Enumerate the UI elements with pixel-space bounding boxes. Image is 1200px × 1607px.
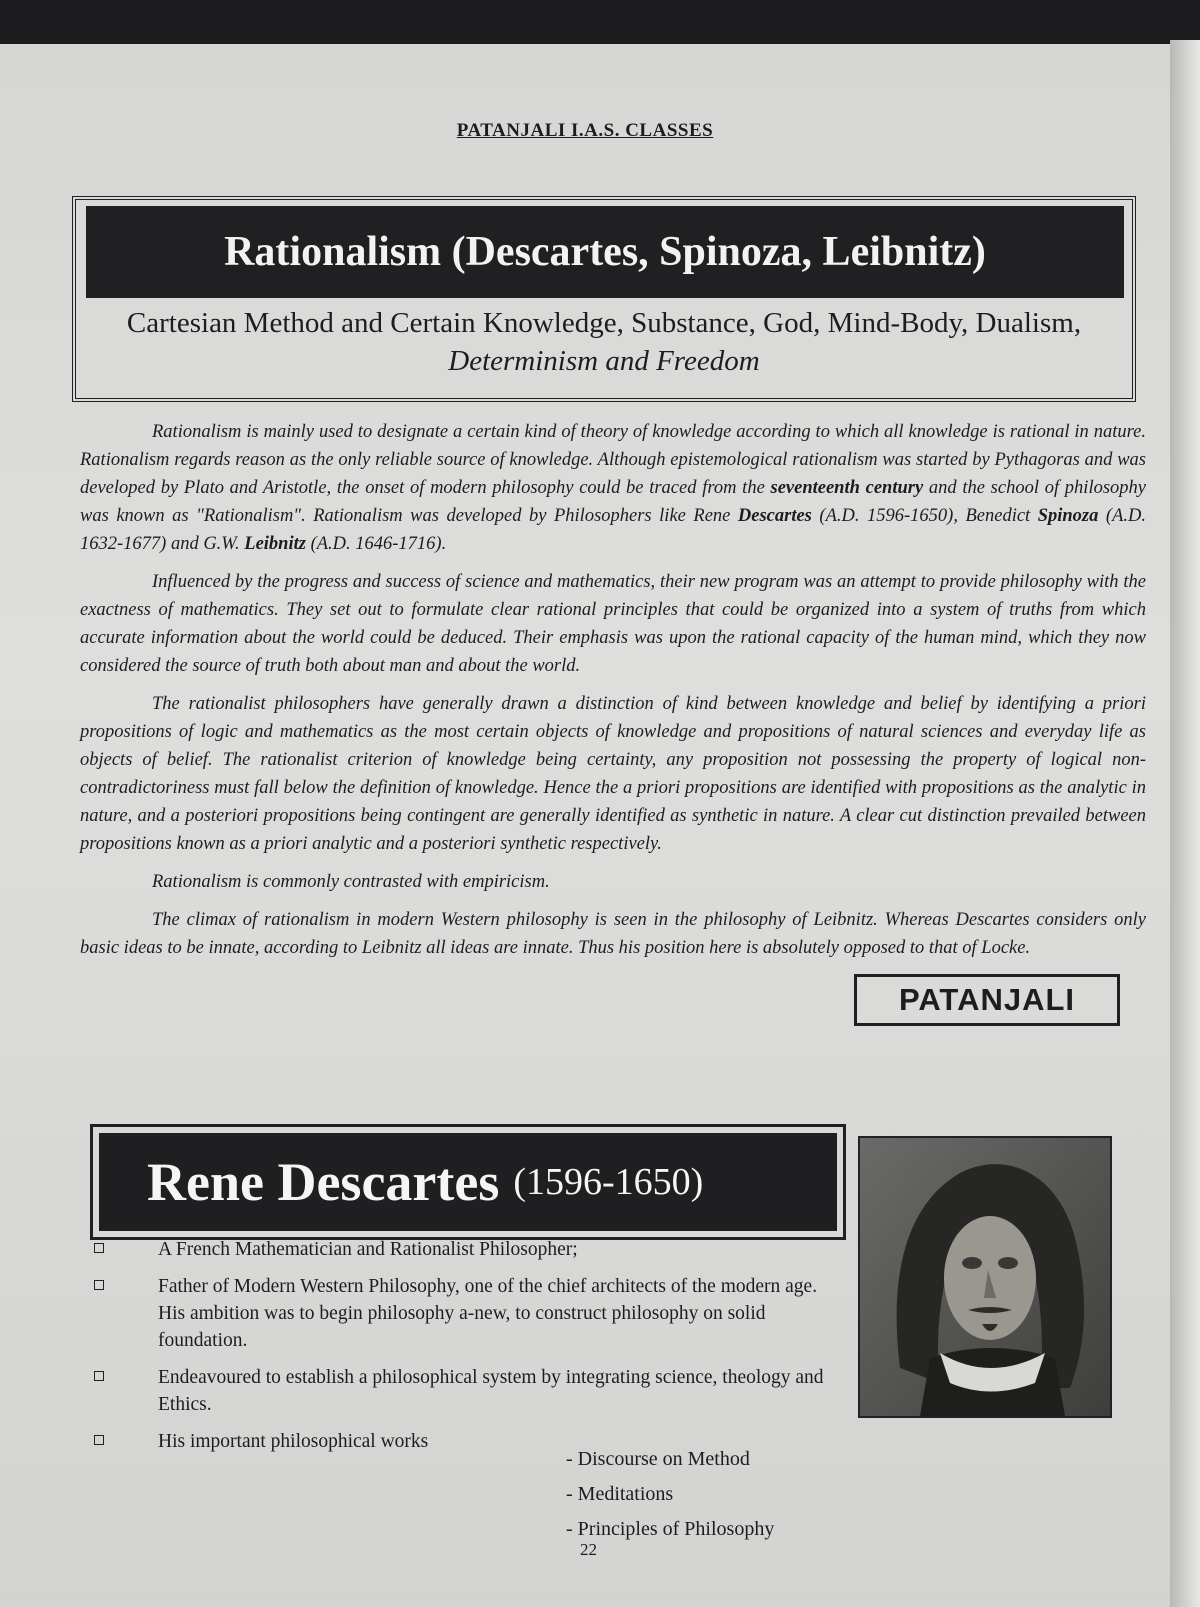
p1-text-i: (A.D. 1646-1716). [305,534,447,554]
work-item: - Principles of Philosophy [566,1518,775,1540]
descartes-name: Rene Descartes [147,1152,500,1212]
chapter-subtitle [86,304,1122,380]
page-number: 22 [580,1540,597,1559]
paragraph-3: The rationalist philosophers have generally drawn a distinction of kind between knowledge and belief by identifying a priori propositions of logic and mathematics as the most certain objects of knowledge and propositions of natural sciences and everyday life as objects of belief. The rationalist criterion of knowledge being certainty, any proposition not possessing the property of logical non-contradictoriness must fall below the definition of knowledge. Hence the a priori propositions are identified with propositions as the analytic in nature, and a posteriori propositions being contingent are generally identified as synthetic in nature. A clear cut distinction prevailed between propositions known as a priori analytic and a posteriori synthetic respectively. [80,694,1146,854]
p1-text-c: and the school of philosophy was known as "Rationalism". Rationalism was developed by Philosophers like Rene [80,478,1146,526]
list-item [92,1236,832,1263]
checkbox-bullet-icon [94,1243,104,1253]
bullet-text: Endeavoured to establish a philosophical system by integrating science, theology and Ethics. [158,1367,824,1415]
checkbox-bullet-icon [94,1371,104,1381]
subtitle-plain: Cartesian Method and Certain Knowledge, Substance, God, Mind-Body, Dualism, [126,307,1082,339]
bullet-text: A French Mathematician and Rationalist Philosopher; [158,1239,578,1260]
p1-bold-century: seventeenth century [770,478,924,498]
body-text [80,418,1146,972]
descartes-portrait [858,1136,1112,1418]
work-item: - Meditations [566,1483,674,1505]
p1-text-g: (A.D. 1632-1677) and G.W. [80,506,1146,554]
p1-text-a: Rationalism is mainly used to designate a certain kind of theory of knowledge according to which all knowledge is rational in nature. Rationalism regards reason as the only reliable source of knowledge. Although epistemological rationalism was started by Pythagoras and was developed by Plato and Aristotle, the onset of modern philosophy could be traced from the [80,422,1146,498]
descartes-bullets [92,1236,832,1465]
list-item [92,1273,832,1354]
patanjali-stamp: PATANJALI [854,974,1120,1026]
work-item: - Discourse on Method [566,1448,750,1470]
bullet-text: His important philosophical works [158,1431,429,1452]
paragraph-5: The climax of rationalism in modern Western philosophy is seen in the philosophy of Leibnitz. Whereas Descartes considers only basic ideas to be innate, according to Leibnitz all ideas are innate. Thus his position here is absolutely opposed to that of Locke. [80,910,1146,958]
p1-bold-leibnitz: Leibnitz [244,534,306,554]
subtitle-italic: Determinism and Freedom [448,345,760,377]
paragraph-1 [80,418,1146,558]
descartes-years: (1596-1650) [513,1161,704,1203]
paragraph-2: Influenced by the progress and success of science and mathematics, their new program was an attempt to provide philosophy with the exactness of mathematics. They set out to formulate clear rational principles that could be organized into a system of truths from which accurate information about the world could be deduced. Their emphasis was upon the rational capacity of the human mind, which they now considered the source of truth both about man and about the world. [80,572,1146,676]
paragraph-4: Rationalism is commonly contrasted with empiricism. [152,872,550,892]
descartes-title-box [90,1124,846,1240]
p1-bold-descartes: Descartes [737,506,812,526]
page-edge [1170,40,1200,1607]
list-item [92,1364,832,1418]
checkbox-bullet-icon [94,1280,104,1290]
institute-header: PATANJALI I.A.S. CLASSES [456,120,714,141]
chapter-title: Rationalism (Descartes, Spinoza, Leibnitz) [86,206,1124,298]
works-list [566,1442,774,1547]
p1-bold-spinoza: Spinoza [1037,506,1099,526]
bullet-text: Father of Modern Western Philosophy, one of the chief architects of the modern age. His ambition was to begin philosophy a-new, to construct philosophy on solid foundation. [158,1276,818,1351]
checkbox-bullet-icon [94,1435,104,1445]
chapter-title-box [72,196,1136,402]
descartes-title-bar [99,1133,837,1231]
p1-text-e: (A.D. 1596-1650), Benedict [811,506,1038,526]
